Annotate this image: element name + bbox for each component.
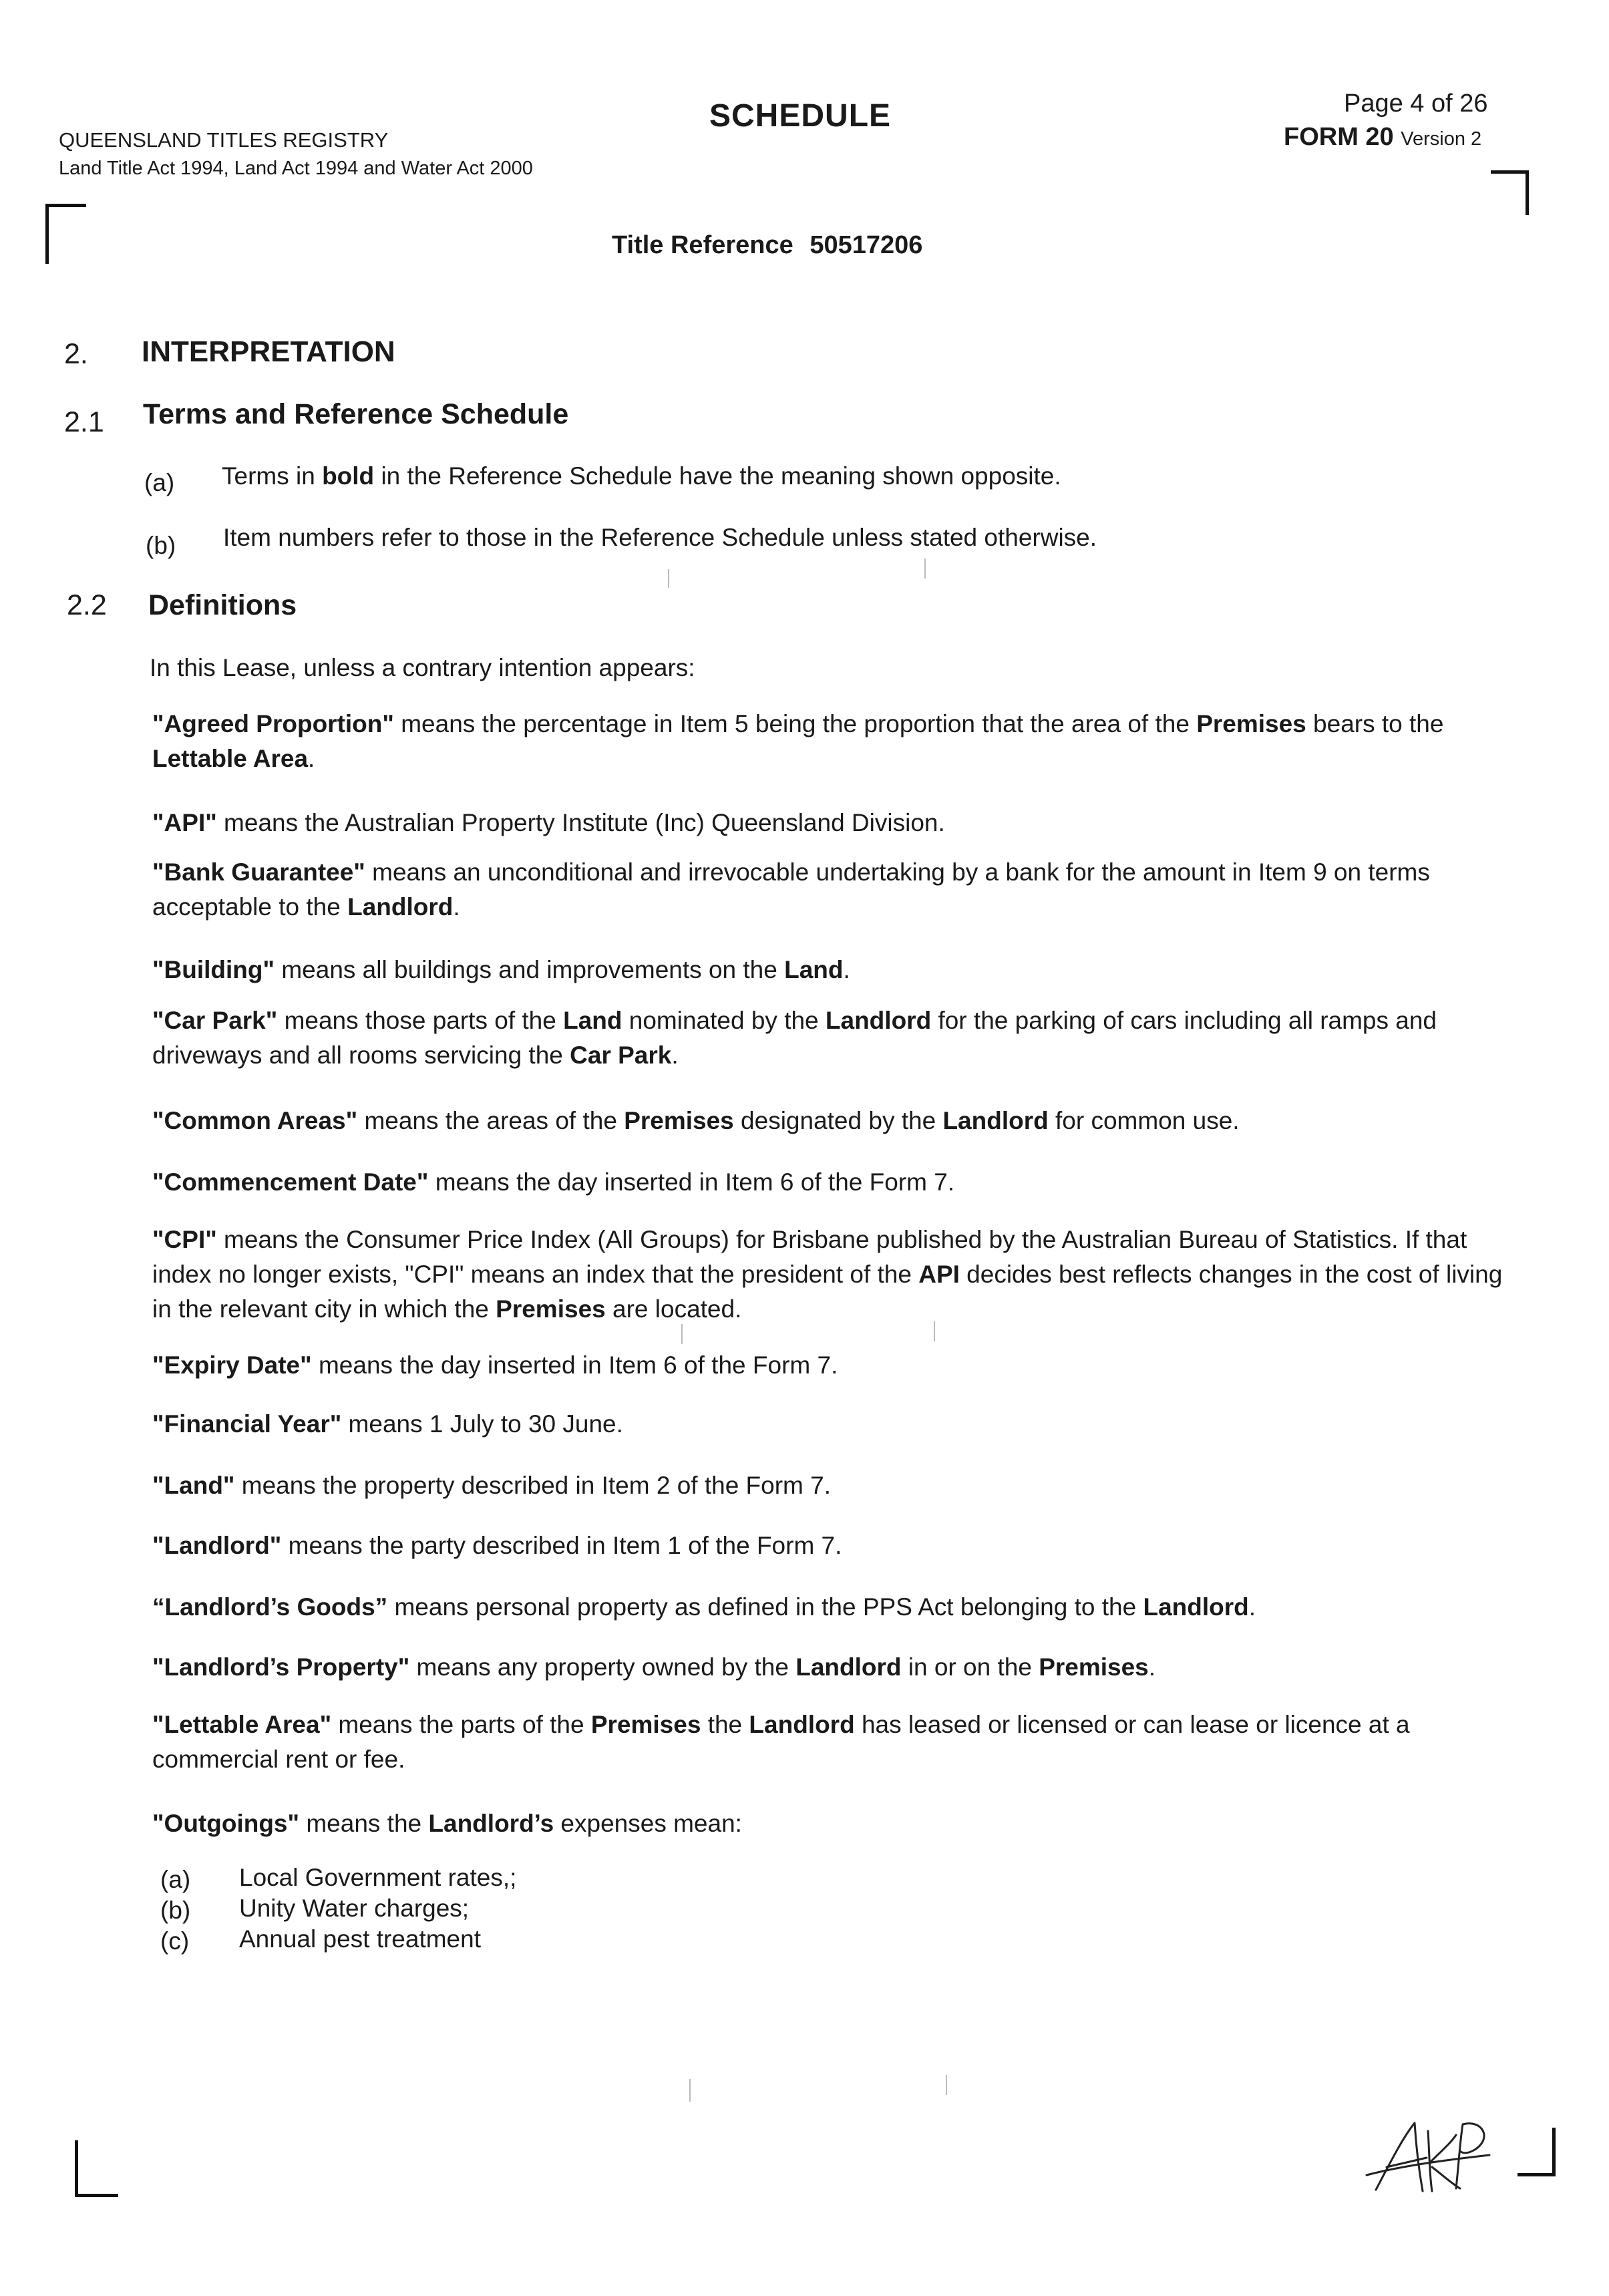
definition-item bbox=[152, 707, 1522, 776]
outgoings-item-text: Local Government rates,; bbox=[239, 1864, 517, 1891]
definition-term: "Lettable Area" bbox=[152, 1711, 332, 1738]
definition-term: “Landlord’s Goods” bbox=[152, 1593, 388, 1621]
definition-item bbox=[152, 1407, 1522, 1442]
outgoings-item-label: (a) bbox=[160, 1866, 191, 1893]
definition-term: "Car Park" bbox=[152, 1007, 278, 1034]
definition-text: . bbox=[1148, 1653, 1156, 1681]
defined-term-reference: Car Park bbox=[570, 1041, 672, 1069]
definition-item bbox=[152, 806, 1522, 840]
definitions-intro: In this Lease, unless a contrary intention appears: bbox=[150, 654, 695, 681]
section-number: 2. bbox=[64, 338, 88, 370]
corner-mark-bottom-right bbox=[1517, 2128, 1556, 2176]
definition-term: "Financial Year" bbox=[152, 1410, 342, 1438]
definition-term: "Land" bbox=[152, 1472, 235, 1499]
definition-text: . bbox=[453, 893, 460, 921]
definition-text: means the parts of the bbox=[331, 1711, 591, 1738]
definition-text: in or on the bbox=[901, 1653, 1039, 1681]
form-version: Version 2 bbox=[1401, 128, 1482, 150]
subsection-title-2-2: Definitions bbox=[148, 589, 297, 621]
definition-text: means the day inserted in Item 6 of the Form 7. bbox=[311, 1351, 838, 1379]
defined-term-reference: Lettable Area bbox=[152, 745, 309, 772]
list-item-text: Item numbers refer to those in the Reference Schedule unless stated otherwise. bbox=[223, 524, 1097, 551]
scan-mark bbox=[946, 2075, 947, 2095]
defined-term-reference: Landlord bbox=[795, 1653, 902, 1681]
definition-text: the bbox=[701, 1711, 749, 1738]
definition-text: means 1 July to 30 June. bbox=[341, 1410, 623, 1438]
definition-text: decides best reflects changes in the cost of living in the relevant city in which the bbox=[152, 1261, 1503, 1323]
definition-item bbox=[152, 1468, 1522, 1503]
scan-mark bbox=[689, 2079, 691, 2102]
defined-term-reference: API bbox=[918, 1261, 960, 1288]
definition-term: "CPI" bbox=[152, 1226, 217, 1253]
definition-text: designated by the bbox=[733, 1107, 943, 1134]
defined-term-reference: Premises bbox=[496, 1295, 606, 1323]
defined-term-reference: Landlord’s bbox=[428, 1810, 554, 1837]
definition-text: . bbox=[671, 1041, 679, 1069]
scan-mark bbox=[681, 1324, 683, 1344]
acts-line: Land Title Act 1994, Land Act 1994 and Water Act 2000 bbox=[59, 158, 533, 179]
definition-term: "Landlord" bbox=[152, 1532, 282, 1559]
text-run: Terms in bbox=[222, 462, 323, 490]
definition-item bbox=[152, 1590, 1522, 1625]
definition-text: are located. bbox=[605, 1295, 742, 1323]
signature-initials bbox=[1363, 2111, 1496, 2204]
definition-text: means all buildings and improvements on the bbox=[275, 956, 785, 983]
definition-item bbox=[152, 1528, 1522, 1563]
defined-term-reference: Premises bbox=[1039, 1653, 1149, 1681]
outgoings-item-label: (c) bbox=[160, 1927, 190, 1955]
subsection-title-2-1: Terms and Reference Schedule bbox=[143, 398, 569, 430]
outgoings-item-text: Unity Water charges; bbox=[239, 1895, 470, 1922]
definition-term: "Outgoings" bbox=[152, 1810, 300, 1837]
corner-mark-top-left bbox=[45, 204, 86, 264]
definition-text: means the property described in Item 2 of the Form 7. bbox=[234, 1472, 832, 1499]
definition-text: bears to the bbox=[1306, 710, 1444, 737]
definition-item bbox=[152, 1650, 1522, 1685]
definition-term: "Agreed Proportion" bbox=[152, 710, 394, 737]
definition-text: means the percentage in Item 5 being the proportion that the area of the bbox=[393, 710, 1197, 737]
definition-item bbox=[152, 1806, 1522, 1841]
definition-term: "Landlord’s Property" bbox=[152, 1653, 410, 1681]
definition-text: . bbox=[843, 956, 850, 983]
outgoings-item-label: (b) bbox=[160, 1897, 191, 1924]
definition-term: "API" bbox=[152, 809, 217, 836]
definition-text: means the Australian Property Institute (Inc) Queensland Division. bbox=[216, 809, 945, 836]
defined-term-reference: Land bbox=[563, 1007, 622, 1034]
corner-mark-bottom-left bbox=[75, 2140, 118, 2197]
definition-term: "Building" bbox=[152, 956, 275, 983]
title-reference-value: 50517206 bbox=[810, 231, 923, 259]
definition-text: means an unconditional and irrevocable undertaking by a bank for the amount in Item 9 on terms acceptable to the bbox=[152, 858, 1430, 921]
definition-item bbox=[152, 953, 1522, 987]
definition-item bbox=[152, 1348, 1522, 1383]
definition-text: means the bbox=[299, 1810, 429, 1837]
definition-item bbox=[152, 1003, 1522, 1073]
definition-text: means the party described in Item 1 of the Form 7. bbox=[281, 1532, 842, 1559]
definition-text: . bbox=[1248, 1593, 1256, 1621]
subsection-number-2-1: 2.1 bbox=[64, 406, 104, 438]
list-item-label: (b) bbox=[146, 532, 176, 559]
defined-term-reference: Landlord bbox=[825, 1007, 932, 1034]
definition-text: for common use. bbox=[1048, 1107, 1240, 1134]
page-number: Page 4 of 26 bbox=[1344, 90, 1488, 118]
definition-item bbox=[152, 1222, 1522, 1327]
definition-text: . bbox=[308, 745, 315, 772]
subsection-number-2-2: 2.2 bbox=[67, 589, 107, 621]
defined-term-reference: Premises bbox=[1196, 710, 1306, 737]
scan-mark bbox=[668, 569, 669, 588]
outgoings-item-text: Annual pest treatment bbox=[239, 1925, 481, 1953]
list-item-label: (a) bbox=[144, 469, 175, 496]
defined-term-reference: Premises bbox=[624, 1107, 734, 1134]
defined-term-reference: Landlord bbox=[347, 893, 454, 921]
definition-text: means any property owned by the bbox=[409, 1653, 796, 1681]
definition-text: means the day inserted in Item 6 of the Form 7. bbox=[428, 1168, 955, 1196]
definition-text: means the areas of the bbox=[357, 1107, 624, 1134]
registry-name: QUEENSLAND TITLES REGISTRY bbox=[59, 128, 389, 152]
definition-text: nominated by the bbox=[622, 1007, 826, 1034]
definition-text: for the parking of cars including all ramps and driveways and all rooms servicing the bbox=[152, 1007, 1437, 1069]
definition-text: means personal property as defined in the PPS Act belonging to the bbox=[387, 1593, 1143, 1621]
definition-item bbox=[152, 1165, 1522, 1200]
scan-mark bbox=[934, 1321, 935, 1341]
definition-item bbox=[152, 1707, 1522, 1777]
definition-text: means those parts of the bbox=[277, 1007, 564, 1034]
title-reference-label: Title Reference bbox=[612, 231, 793, 259]
title-reference bbox=[612, 231, 922, 260]
defined-term-reference: Land bbox=[784, 956, 844, 983]
list-item-text bbox=[222, 462, 1061, 490]
definition-text: expenses mean: bbox=[554, 1810, 742, 1837]
text-run-bold: bold bbox=[322, 462, 375, 490]
definition-item bbox=[152, 1104, 1522, 1138]
definition-text: means the Consumer Price Index (All Groups) for Brisbane published by the Australian Bureau of Statistics. If that index no longer exists, "CPI" means an index that the president of the bbox=[152, 1226, 1467, 1288]
form-number: FORM 20 bbox=[1284, 123, 1394, 151]
definition-term: "Common Areas" bbox=[152, 1107, 358, 1134]
defined-term-reference: Premises bbox=[590, 1711, 701, 1738]
defined-term-reference: Landlord bbox=[942, 1107, 1049, 1134]
section-title: INTERPRETATION bbox=[142, 335, 395, 368]
definition-term: "Commencement Date" bbox=[152, 1168, 429, 1196]
defined-term-reference: Landlord bbox=[749, 1711, 855, 1738]
definition-term: "Expiry Date" bbox=[152, 1351, 312, 1379]
text-run: in the Reference Schedule have the meaning shown opposite. bbox=[374, 462, 1061, 490]
schedule-title: SCHEDULE bbox=[709, 98, 892, 134]
form-label-group bbox=[1284, 123, 1481, 152]
definition-text: has leased or licensed or can lease or licence at a commercial rent or fee. bbox=[152, 1711, 1410, 1773]
definition-term: "Bank Guarantee" bbox=[152, 858, 365, 886]
scan-mark bbox=[924, 558, 926, 579]
corner-mark-top-right bbox=[1491, 170, 1529, 215]
defined-term-reference: Landlord bbox=[1143, 1593, 1249, 1621]
definition-item bbox=[152, 855, 1522, 925]
